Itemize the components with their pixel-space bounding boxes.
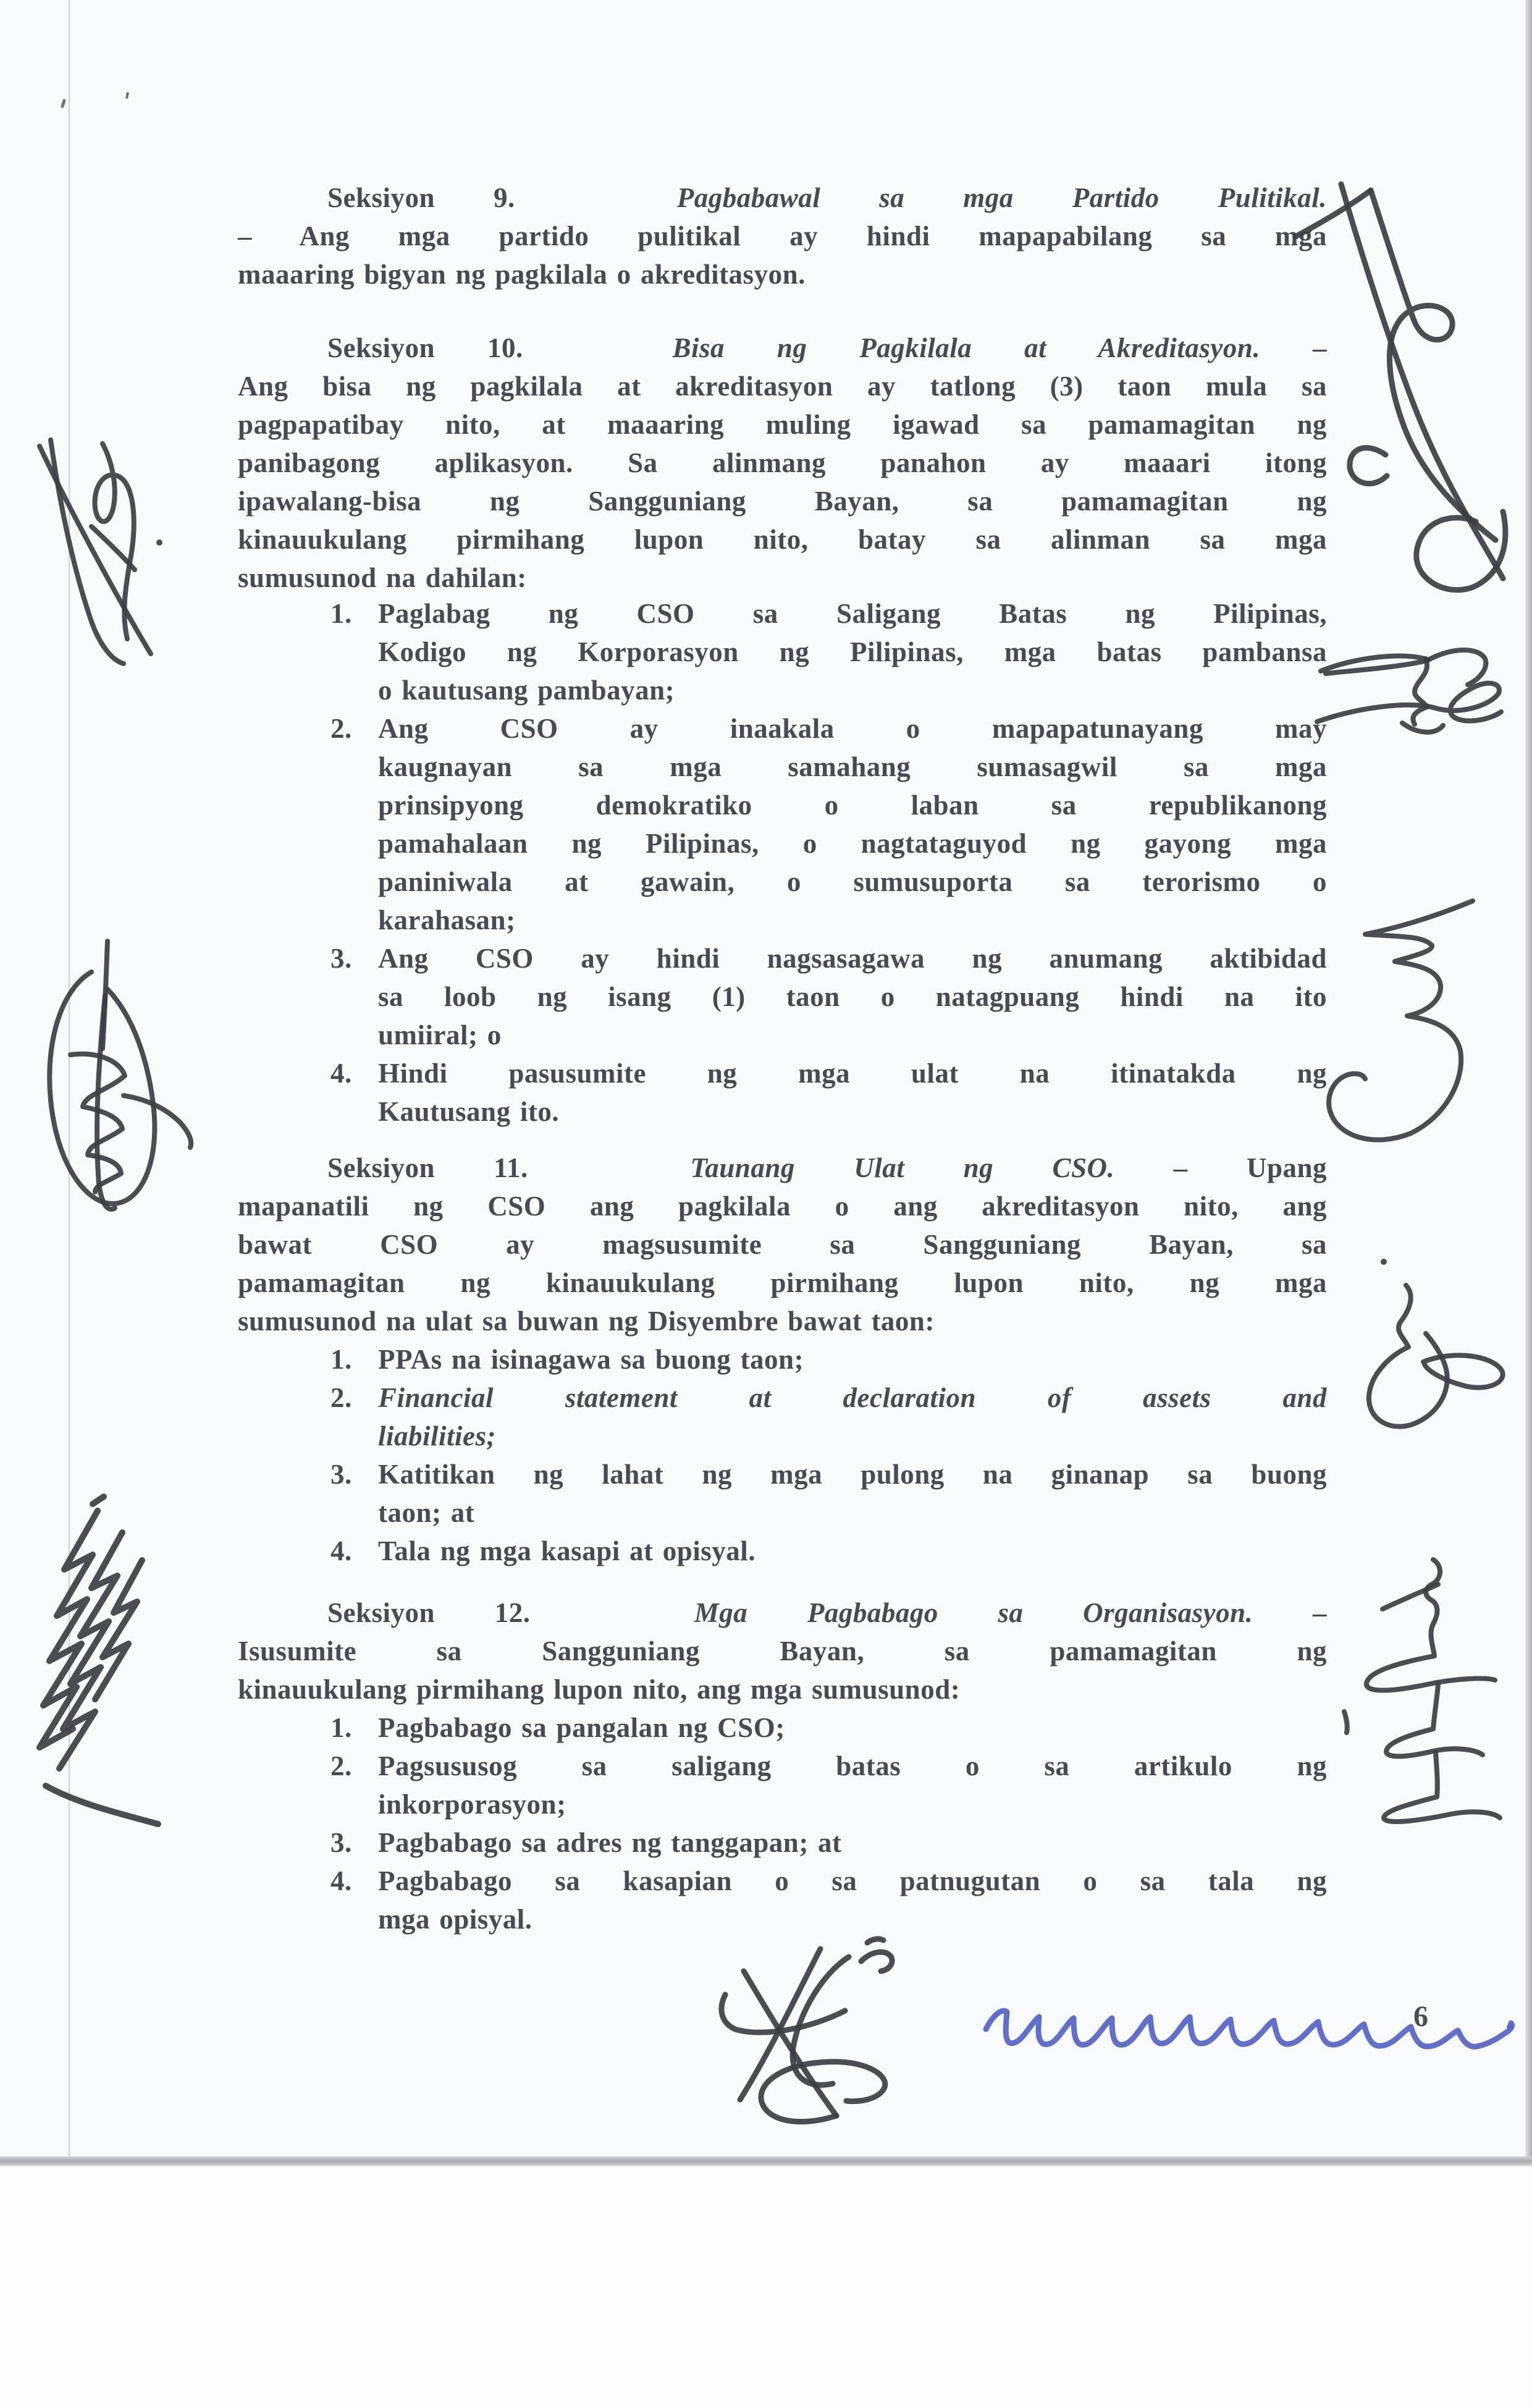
text-segment: bawat CSO ay magsusumite sa Sangguniang Bayan, sa [238,1229,1327,1260]
list-number: 4. [330,1058,352,1089]
text-line-seksiyon-10-11 [378,748,1327,785]
scan-seam-band [0,2157,1532,2166]
text-segment: umiiral; o [378,1020,502,1050]
text-segment: sa loob ng isang (1) taon o natagpuang hindi na ito [378,981,1327,1012]
text-line-seksiyon-10-14 [378,863,1327,900]
text-line-seksiyon-11-5 [330,1341,1327,1378]
text-segment: Pagbabawal sa mga Partido Pulitikal. [676,182,1328,213]
signature-bottom-blue [981,1988,1526,2066]
text-segment: paniniwala at gawain, o sumusuporta sa terorismo o [378,866,1327,897]
signature-right-margin-1 [1311,629,1505,737]
text-line-seksiyon-11-10 [330,1532,1327,1569]
text-line-seksiyon-10-9 [378,672,1327,709]
text-line-seksiyon-9-2 [238,256,1327,293]
text-line-seksiyon-10-7 [330,595,1327,632]
text-segment: prinsipyong demokratiko o laban sa republikanong [378,790,1327,821]
list-number: 2. [330,1751,352,1781]
text-line-seksiyon-12-3 [330,1709,1327,1746]
text-line-seksiyon-10-5 [238,521,1327,558]
paper-below-seam [0,2166,1532,2408]
text-segment: mapanatili ng CSO ang pagkilala o ang akreditasyon nito, ang [238,1191,1327,1222]
text-segment: kaugnayan sa mga samahang sumasagwil sa mga [378,751,1327,782]
text-segment: Pagsususog sa saligang batas o sa artikulo ng [378,1751,1327,1781]
list-number: 2. [330,1382,352,1413]
text-line-seksiyon-10-12 [378,787,1327,824]
text-line-seksiyon-12-6 [330,1824,1327,1861]
signature-left-middle [32,936,196,1236]
list-number: 3. [330,943,352,974]
text-segment: mga opisyal. [378,1904,532,1935]
text-line-seksiyon-11-1 [238,1188,1327,1225]
text-segment: o kautusang pambayan; [378,675,675,706]
text-segment: pamamagitan ng kinauukulang pirmihang lupon nito, ng mga [238,1267,1327,1298]
text-segment: Bisa ng Pagkilala at Akreditasyon. [672,332,1261,363]
list-number: 3. [330,1827,352,1858]
text-line-seksiyon-11-8 [330,1456,1327,1493]
list-number: 1. [330,1712,352,1743]
text-line-seksiyon-10-16 [330,940,1327,977]
text-segment: Pagbabago sa adres ng tanggapan; at [378,1827,842,1858]
text-segment: – [1313,332,1328,363]
text-segment: Seksiyon 10. [327,332,523,363]
text-segment: pamahalaan ng Pilipinas, o nagtataguyod ng gayong mga [378,828,1327,859]
list-number: 4. [330,1865,352,1896]
page-number: 6 [1413,2000,1428,2033]
text-line-seksiyon-10-8 [378,633,1327,670]
text-line-seksiyon-10-13 [378,825,1327,862]
text-segment: Ang CSO ay hindi nagsasagawa ng anumang aktibidad [378,943,1327,974]
text-line-seksiyon-10-4 [238,483,1327,520]
text-segment: – Upang [1173,1152,1328,1183]
text-segment: inkorporasyon; [378,1789,566,1820]
signature-top-right [1288,166,1530,598]
text-segment: karahasan; [378,905,516,936]
text-segment: ipawalang-bisa ng Sangguniang Bayan, sa pamamagitan ng [238,486,1327,517]
list-number: 1. [330,1344,352,1375]
text-segment: – Ang mga partido pulitikal ay hindi mapapabilang sa mga [238,221,1327,251]
text-line-seksiyon-11-7 [378,1417,1327,1455]
text-line-seksiyon-11-0 [238,1149,1327,1186]
list-number: 1. [330,598,352,629]
signature-right-margin-3 [1348,1241,1510,1429]
text-segment: Kodigo ng Korporasyon ng Pilipinas, mga batas pambansa [378,636,1327,667]
text-line-seksiyon-9-1 [238,218,1327,255]
text-segment: Pagbabago sa kasapian o sa patnugutan o sa tala ng [378,1865,1327,1896]
text-segment: Seksiyon 12. [327,1597,531,1628]
text-segment: Ang CSO ay inaakala o mapapatunayang may [378,713,1327,744]
text-segment: kinauukulang pirmihang lupon nito, batay sa alinman sa mga [238,524,1327,555]
signature-right-lower [1339,1546,1509,1827]
text-segment: panibagong aplikasyon. Sa alinmang panahon ay maaari itong [238,447,1327,478]
ink-speck [125,92,129,99]
signature-bottom-center [705,1935,912,2130]
text-segment: liabilities; [378,1421,496,1451]
text-line-seksiyon-10-20 [378,1093,1327,1130]
ink-speck [61,99,66,109]
signature-left-upper [30,433,181,683]
text-segment: Katitikan ng lahat ng mga pulong na ginanap sa buong [378,1459,1327,1490]
signature-right-margin-2 [1311,891,1493,1154]
text-line-seksiyon-11-6 [330,1379,1327,1416]
text-segment: Hindi pasusumite ng mga ulat na itinatakda ng [378,1058,1327,1089]
text-line-seksiyon-10-2 [238,406,1327,443]
text-line-seksiyon-12-0 [238,1594,1327,1631]
text-segment: Kautusang ito. [378,1096,560,1127]
text-segment: Financial statement at declaration of assets and [378,1382,1327,1413]
list-number: 3. [330,1459,352,1490]
text-line-seksiyon-10-19 [330,1055,1327,1092]
text-segment: PPAs na isinagawa sa buong taon; [378,1344,804,1375]
text-line-seksiyon-12-8 [378,1901,1327,1938]
text-segment: – [1313,1597,1328,1628]
text-segment: sumusunod na ulat sa buwan ng Disyembre bawat taon: [238,1306,935,1337]
text-segment: Taunang Ulat ng CSO. [690,1152,1115,1183]
text-segment: kinauukulang pirmihang lupon nito, ang mga sumusunod: [238,1674,961,1705]
signature-left-lower [5,1495,166,1832]
text-line-seksiyon-12-1 [238,1633,1327,1670]
text-segment: Pagbabago sa pangalan ng CSO; [378,1712,785,1743]
text-line-seksiyon-9-0 [238,179,1327,216]
text-segment: Mga Pagbabago sa Organisasyon. [694,1597,1253,1628]
text-segment: Seksiyon 11. [327,1152,528,1183]
text-segment: sumusunod na dahilan: [238,562,527,593]
text-line-seksiyon-11-2 [238,1226,1327,1263]
list-number: 4. [330,1536,352,1566]
text-segment: Tala ng mga kasapi at opisyal. [378,1536,755,1566]
text-line-seksiyon-11-9 [378,1494,1327,1531]
text-line-seksiyon-12-7 [330,1862,1327,1899]
text-segment: pagpapatibay nito, at maaaring muling igawad sa pamamagitan ng [238,409,1327,440]
text-line-seksiyon-11-3 [238,1264,1327,1301]
text-line-seksiyon-10-6 [238,559,1327,596]
text-line-seksiyon-12-4 [330,1747,1327,1785]
text-line-seksiyon-10-0 [238,329,1327,366]
text-line-seksiyon-11-4 [238,1303,1327,1340]
list-number: 2. [330,713,352,744]
text-line-seksiyon-10-1 [238,368,1327,405]
text-line-seksiyon-10-17 [378,978,1327,1015]
text-line-seksiyon-10-18 [378,1016,1327,1054]
text-segment: taon; at [378,1497,475,1528]
text-segment: Ang bisa ng pagkilala at akreditasyon ay tatlong (3) taon mula sa [238,371,1327,402]
text-segment: Paglabag ng CSO sa Saligang Batas ng Pilipinas, [378,598,1327,629]
text-segment: Isusumite sa Sangguniang Bayan, sa pamamagitan ng [238,1636,1327,1667]
text-segment: Seksiyon 9. [327,182,515,213]
text-line-seksiyon-12-5 [378,1786,1327,1823]
text-segment: maaaring bigyan ng pagkilala o akreditasyon. [238,259,806,290]
text-line-seksiyon-10-3 [238,444,1327,481]
text-line-seksiyon-10-10 [330,710,1327,747]
text-line-seksiyon-12-2 [238,1671,1327,1708]
text-line-seksiyon-10-15 [378,902,1327,939]
